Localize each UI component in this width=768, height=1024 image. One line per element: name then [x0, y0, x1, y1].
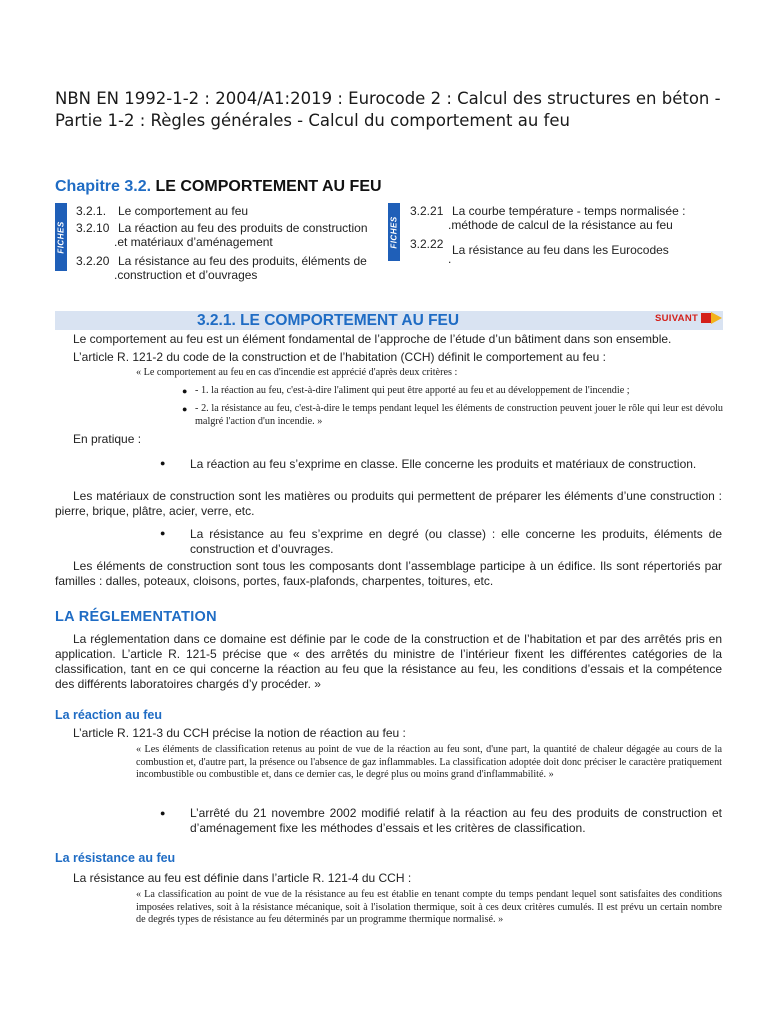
reaction-bullet: La réaction au feu s’exprime en classe. Elle concerne les produits et matériaux de construction.	[190, 457, 697, 471]
quote-bullet-1: - 1. la réaction au feu, c'est-à-dire l'aliment qui peut être apporté au feu et au développement de l'incendie ;	[195, 385, 630, 396]
suivant-square-icon	[701, 313, 711, 323]
toc-text: La réaction au feu des produits de construction	[118, 221, 368, 235]
bullet-icon: ●	[160, 808, 166, 818]
chapter-title: LE COMPORTEMENT AU FEU	[155, 178, 382, 195]
next-arrow-icon	[711, 312, 722, 324]
bullet-icon: ●	[182, 404, 188, 414]
resistance-intro: La résistance au feu est définie dans l’article R. 121-4 du CCH :	[73, 871, 412, 885]
toc-text: La résistance au feu dans les Eurocodes	[452, 243, 669, 257]
fiches-tab-right[interactable]	[388, 203, 400, 261]
bullet-icon: ●	[160, 458, 166, 468]
resistance-heading: La résistance au feu	[55, 851, 176, 865]
quote-bullet-2: - 2. la résistance au feu, c'est-à-dire le temps pendant lequel les éléments de construction peuvent jouer le rôle qui leur est dévolu malgré l'action d'un incendie. »	[195, 403, 723, 427]
section-title: 3.2.1. LE COMPORTEMENT AU FEU	[197, 312, 460, 329]
toc-text: Le comportement au feu	[118, 204, 249, 218]
resistance-bullet: La résistance au feu s’exprime en degré (ou classe) : elle concerne les produits, éléments de construction et d’ouvrages.	[190, 527, 722, 556]
document-title: NBN EN 1992-1-2 : 2004/A1:2019 : Eurocode 2 : Calcul des structures en béton - Partie 1-2 : Règles générales - Calcul du comportement au feu	[55, 89, 721, 130]
materiaux-paragraph: Les matériaux de construction sont les matières ou produits qui permettent de préparer les éléments d’une construction : pierre, brique, plâtre, acier, verre, etc.	[55, 489, 722, 518]
toc-link-3-2-22[interactable]	[410, 238, 710, 266]
suivant-label: SUIVANT	[655, 313, 699, 324]
toc-link-3-2-20[interactable]	[76, 255, 388, 283]
reaction-quote: « Les éléments de classification retenus au point de vue de la réaction au feu sont, d'une part, la quantité de chaleur dégagée au cours de la combustion et, d'autre part, la présence ou l'absence de gaz inflammables. La classification adoptée doit donc préciser le caractère pratiquement incombustible ou combustible et, dans ce dernier cas, le degré plus ou moins grand d'inflammabilité. »	[136, 744, 722, 780]
toc-text-line2: .et matériaux d’aménagement	[114, 235, 273, 249]
bullet-icon: ●	[160, 528, 166, 538]
reaction-heading: La réaction au feu	[55, 708, 162, 722]
toc-text: La courbe température - temps normalisée :	[452, 204, 686, 218]
toc-number: 3.2.1.	[76, 204, 107, 218]
toc-text-line2: .méthode de calcul de la résistance au feu	[448, 218, 673, 232]
resistance-quote: « La classification au point de vue de la résistance au feu est établie en tenant compte du temps pendant lequel sont satisfaites des conditions imposées relatives, soit à la résistance mécanique, soit à l'isolation thermique, soit à ces deux critères cumulés. Il est prévu un certain nombre de degrés types de résistance au feu déterminés par un programme thermique normalisé. »	[136, 889, 722, 925]
toc-text-line2: .construction et d’ouvrages	[114, 268, 258, 282]
chapter-heading	[55, 178, 382, 196]
toc-link-3-2-21[interactable]	[410, 205, 710, 233]
reaction-intro: L’article R. 121-3 du CCH précise la notion de réaction au feu :	[73, 726, 406, 740]
chapter-number: Chapitre 3.2.	[55, 178, 152, 195]
fiches-label: FICHES	[389, 215, 399, 249]
toc-number: 3.2.21	[410, 204, 444, 218]
toc-text-line2: .	[448, 252, 452, 266]
toc-number: 3.2.20	[76, 254, 110, 268]
toc-link-3-2-10[interactable]	[76, 222, 388, 250]
fiches-label: FICHES	[56, 220, 66, 254]
toc-number: 3.2.10	[76, 221, 110, 235]
toc-link-3-2-1[interactable]	[76, 205, 386, 219]
toc-text: La résistance au feu des produits, éléments de	[118, 254, 367, 268]
elements-paragraph: Les éléments de construction sont tous les composants dont l’assemblage participe à un édifice. Ils sont répertoriés par familles : dalles, poteaux, cloisons, portes, faux-plafonds, charpentes, toitures, etc.	[55, 559, 722, 588]
intro-paragraph: Le comportement au feu est un élément fondamental de l’approche de l’étude d’un bâtiment dans son ensemble.	[73, 332, 672, 346]
cch-paragraph: L’article R. 121-2 du code de la construction et de l’habitation (CCH) définit le comportement au feu :	[73, 350, 606, 364]
reglementation-paragraph: La réglementation dans ce domaine est définie par le code de la construction et de l’habitation et par des arrêtés pris en application. L’article R. 121-5 précise que « des arrêtés du ministre de l’intérieur fixent les différentes catégories de la classification, tant en ce qui concerne la réaction au feu que la résistance au feu, les conditions d’essais et la compétence des différents laboratoires chargés d’y procéder. »	[55, 632, 722, 691]
arrete-bullet: L’arrêté du 21 novembre 2002 modifié relatif à la réaction au feu des produits de construction et d’aménagement fixe les méthodes d’essais et les critères de classification.	[190, 806, 722, 835]
en-pratique-label: En pratique :	[73, 432, 142, 446]
bullet-icon: ●	[182, 386, 188, 396]
reglementation-heading: LA RÉGLEMENTATION	[55, 609, 217, 625]
toc-number: 3.2.22	[410, 237, 444, 251]
fiches-tab-left[interactable]	[55, 203, 67, 271]
quote-intro: « Le comportement au feu en cas d'incendie est apprécié d'après deux critères :	[136, 367, 458, 378]
